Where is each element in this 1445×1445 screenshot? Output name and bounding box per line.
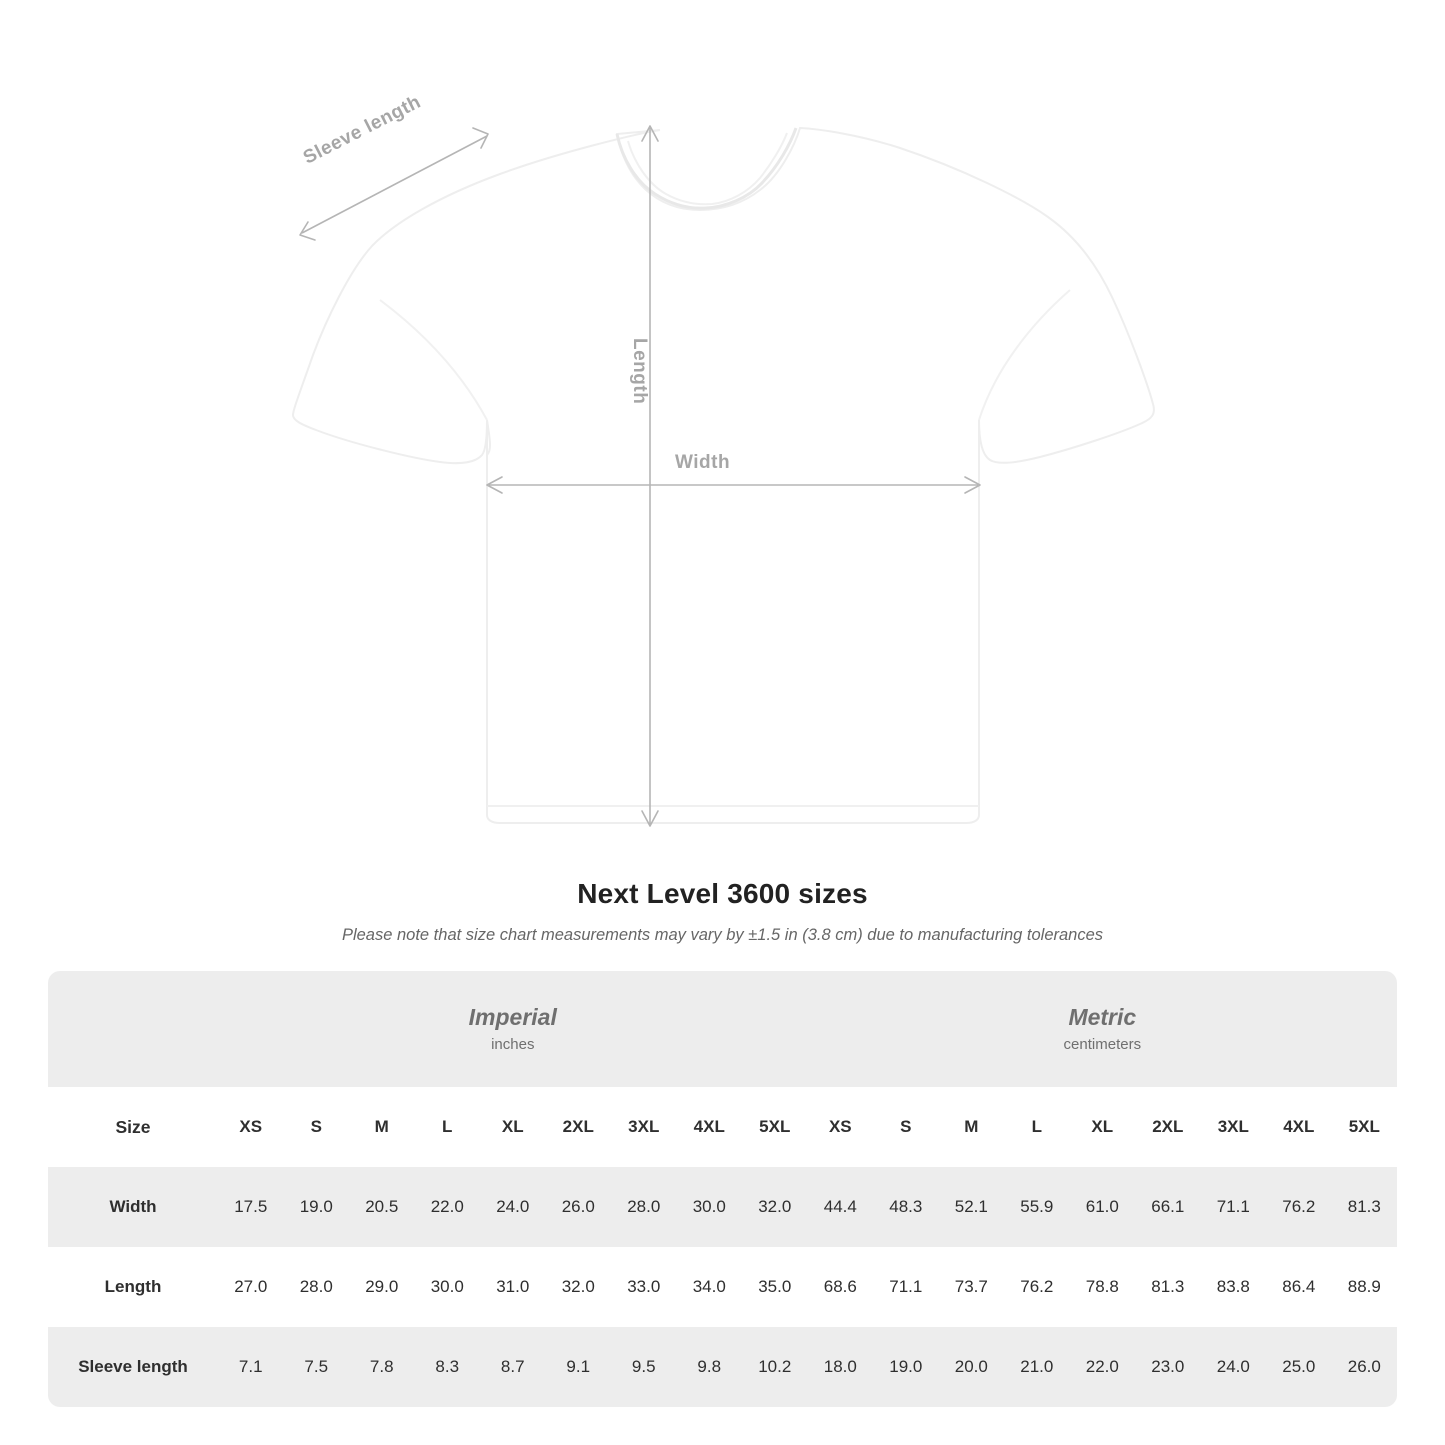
cell-width-imperial-l: 22.0: [415, 1167, 481, 1247]
size-header-imperial-xl: XL: [480, 1087, 546, 1167]
cell-width-metric-s: 48.3: [873, 1167, 939, 1247]
size-header-metric-xl: XL: [1070, 1087, 1136, 1167]
cell-sleeve-metric-4xl: 25.0: [1266, 1327, 1332, 1407]
cell-sleeve-metric-xl: 22.0: [1070, 1327, 1136, 1407]
metric-sub: centimeters: [1063, 1036, 1142, 1054]
cell-length-imperial-3xl: 33.0: [611, 1247, 677, 1327]
size-header-metric-3xl: 3XL: [1201, 1087, 1267, 1167]
size-header-imperial-l: L: [415, 1087, 481, 1167]
size-header-metric-5xl: 5XL: [1332, 1087, 1398, 1167]
width-label: Width: [675, 452, 731, 473]
cell-width-metric-m: 52.1: [939, 1167, 1005, 1247]
cell-length-metric-4xl: 86.4: [1266, 1247, 1332, 1327]
cell-width-metric-xs: 44.4: [808, 1167, 874, 1247]
cell-sleeve-imperial-2xl: 9.1: [546, 1327, 612, 1407]
sleeve-length-label: Sleeve length: [300, 91, 425, 169]
size-table-wrapper: [48, 971, 1397, 1407]
row-label-width: Width: [48, 1167, 218, 1247]
unit-header-metric: [808, 971, 1398, 1087]
unit-header-row: [48, 971, 1397, 1087]
cell-length-metric-5xl: 88.9: [1332, 1247, 1398, 1327]
cell-width-metric-5xl: 81.3: [1332, 1167, 1398, 1247]
cell-width-imperial-2xl: 26.0: [546, 1167, 612, 1247]
metric-label: Metric: [1068, 1003, 1137, 1030]
title-block: [0, 878, 1445, 945]
cell-sleeve-metric-l: 21.0: [1004, 1327, 1070, 1407]
cell-sleeve-imperial-xs: 7.1: [218, 1327, 284, 1407]
cell-sleeve-metric-xs: 18.0: [808, 1327, 874, 1407]
cell-length-metric-xl: 78.8: [1070, 1247, 1136, 1327]
cell-length-metric-3xl: 83.8: [1201, 1247, 1267, 1327]
size-header-metric-s: S: [873, 1087, 939, 1167]
size-header-label: Size: [48, 1087, 218, 1167]
cell-length-imperial-2xl: 32.0: [546, 1247, 612, 1327]
cell-length-metric-2xl: 81.3: [1135, 1247, 1201, 1327]
size-header-imperial-m: M: [349, 1087, 415, 1167]
imperial-sub: inches: [491, 1036, 535, 1054]
tolerance-note: Please note that size chart measurements may vary by ±1.5 in (3.8 cm) due to manufacturing tolerances: [341, 926, 1104, 944]
size-table: [48, 971, 1397, 1407]
cell-length-metric-l: 76.2: [1004, 1247, 1070, 1327]
cell-length-imperial-s: 28.0: [284, 1247, 350, 1327]
cell-sleeve-metric-2xl: 23.0: [1135, 1327, 1201, 1407]
cell-width-metric-xl: 61.0: [1070, 1167, 1136, 1247]
cell-sleeve-imperial-5xl: 10.2: [742, 1327, 808, 1407]
cell-length-imperial-m: 29.0: [349, 1247, 415, 1327]
cell-length-metric-xs: 68.6: [808, 1247, 874, 1327]
cell-width-imperial-5xl: 32.0: [742, 1167, 808, 1247]
cell-width-imperial-m: 20.5: [349, 1167, 415, 1247]
unit-header-spacer: [48, 971, 218, 1087]
cell-length-metric-s: 71.1: [873, 1247, 939, 1327]
size-header-metric-m: M: [939, 1087, 1005, 1167]
unit-header-imperial: [218, 971, 808, 1087]
table-row-sleeve-length: [48, 1327, 1397, 1407]
cell-length-imperial-xs: 27.0: [218, 1247, 284, 1327]
cell-width-imperial-xs: 17.5: [218, 1167, 284, 1247]
size-header-row: [48, 1087, 1397, 1167]
cell-length-imperial-l: 30.0: [415, 1247, 481, 1327]
cell-width-metric-2xl: 66.1: [1135, 1167, 1201, 1247]
cell-width-metric-3xl: 71.1: [1201, 1167, 1267, 1247]
length-label: Length: [629, 338, 650, 405]
cell-width-metric-4xl: 76.2: [1266, 1167, 1332, 1247]
row-label-length: Length: [48, 1247, 218, 1327]
cell-length-imperial-4xl: 34.0: [677, 1247, 743, 1327]
cell-width-imperial-3xl: 28.0: [611, 1167, 677, 1247]
cell-length-metric-m: 73.7: [939, 1247, 1005, 1327]
cell-sleeve-imperial-3xl: 9.5: [611, 1327, 677, 1407]
size-header-metric-4xl: 4XL: [1266, 1087, 1332, 1167]
cell-length-imperial-xl: 31.0: [480, 1247, 546, 1327]
table-row-length: [48, 1247, 1397, 1327]
cell-width-imperial-s: 19.0: [284, 1167, 350, 1247]
cell-width-metric-l: 55.9: [1004, 1167, 1070, 1247]
size-header-imperial-5xl: 5XL: [742, 1087, 808, 1167]
cell-sleeve-metric-m: 20.0: [939, 1327, 1005, 1407]
cell-sleeve-imperial-l: 8.3: [415, 1327, 481, 1407]
size-header-imperial-4xl: 4XL: [677, 1087, 743, 1167]
size-header-imperial-s: S: [284, 1087, 350, 1167]
imperial-label: Imperial: [468, 1003, 557, 1030]
cell-width-imperial-xl: 24.0: [480, 1167, 546, 1247]
size-header-imperial-xs: XS: [218, 1087, 284, 1167]
cell-sleeve-metric-3xl: 24.0: [1201, 1327, 1267, 1407]
cell-sleeve-imperial-4xl: 9.8: [677, 1327, 743, 1407]
size-header-metric-2xl: 2XL: [1135, 1087, 1201, 1167]
cell-sleeve-imperial-xl: 8.7: [480, 1327, 546, 1407]
cell-sleeve-imperial-s: 7.5: [284, 1327, 350, 1407]
cell-sleeve-metric-5xl: 26.0: [1332, 1327, 1398, 1407]
cell-length-imperial-5xl: 35.0: [742, 1247, 808, 1327]
size-header-imperial-2xl: 2XL: [546, 1087, 612, 1167]
size-header-metric-l: L: [1004, 1087, 1070, 1167]
page-title: Next Level 3600 sizes: [577, 878, 868, 909]
table-row-width: [48, 1167, 1397, 1247]
size-header-metric-xs: XS: [808, 1087, 874, 1167]
cell-sleeve-imperial-m: 7.8: [349, 1327, 415, 1407]
row-label-sleeve-length: Sleeve length: [48, 1327, 218, 1407]
cell-width-imperial-4xl: 30.0: [677, 1167, 743, 1247]
size-header-imperial-3xl: 3XL: [611, 1087, 677, 1167]
cell-sleeve-metric-s: 19.0: [873, 1327, 939, 1407]
